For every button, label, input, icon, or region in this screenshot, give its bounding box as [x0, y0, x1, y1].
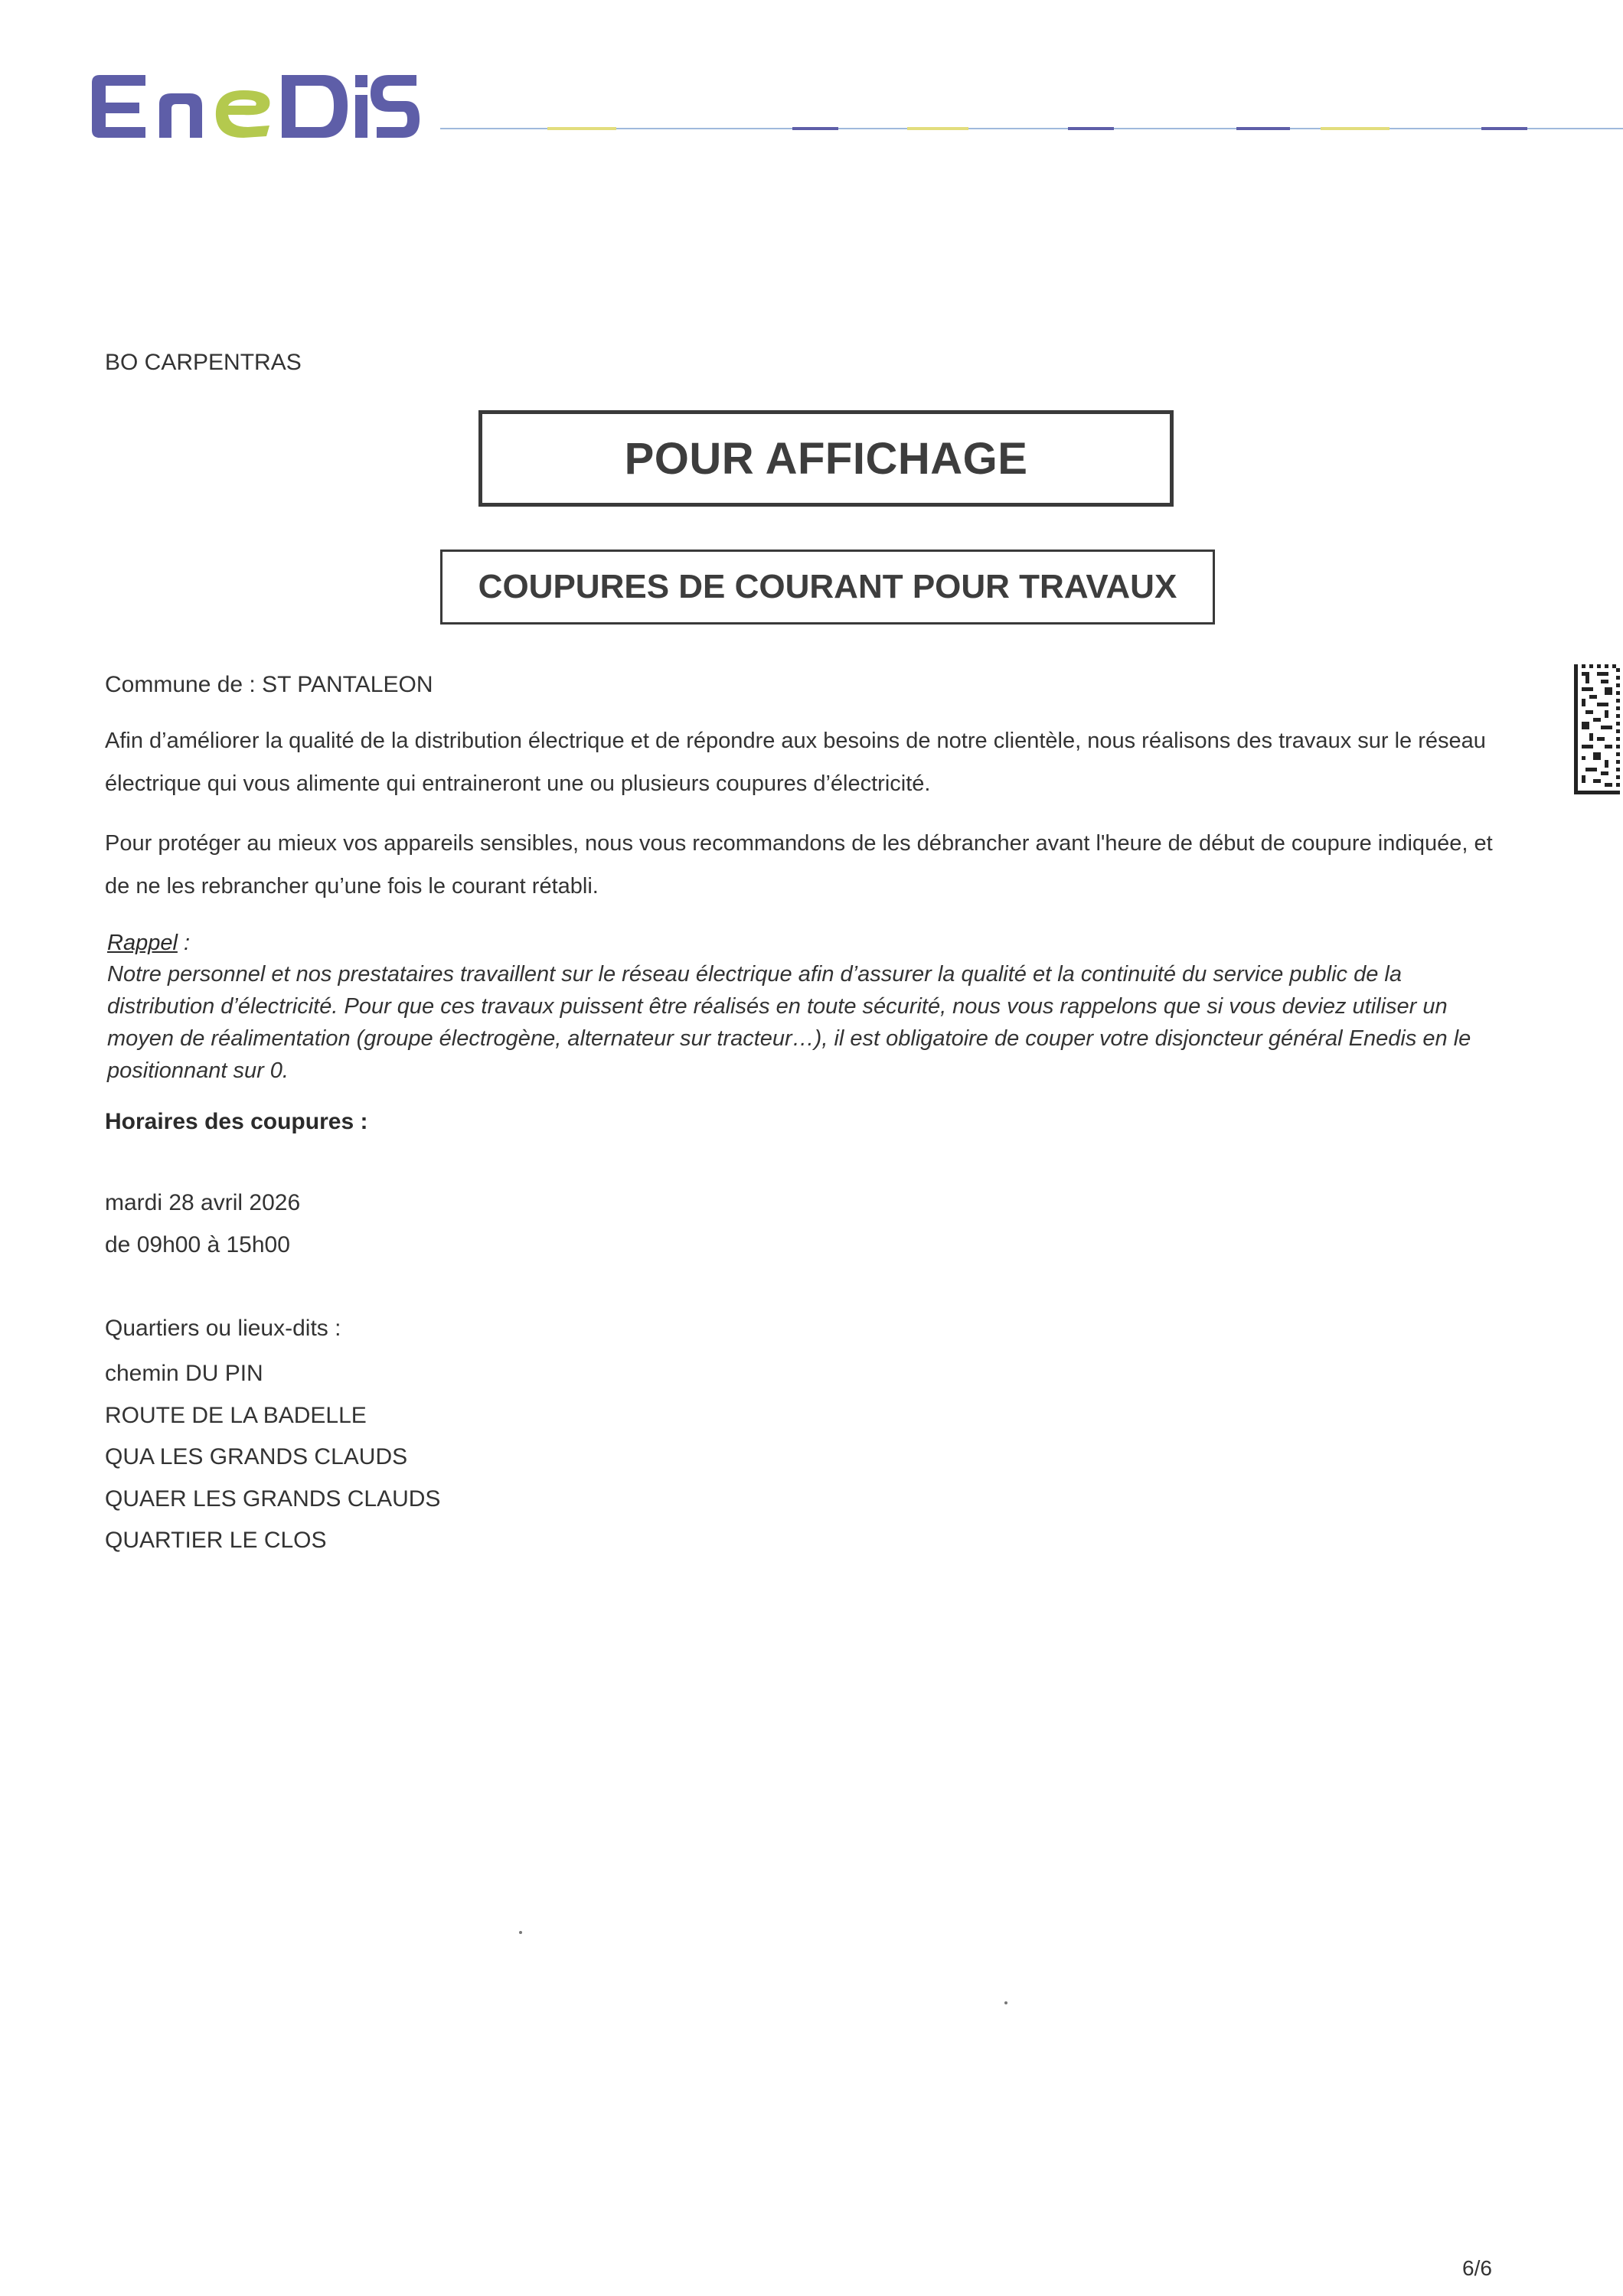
title-box	[478, 410, 1174, 507]
outage-time: de 09h00 à 15h00	[105, 1232, 290, 1257]
outage-date: mardi 28 avril 2026	[105, 1190, 301, 1215]
list-item: QUAER LES GRANDS CLAUDS	[105, 1486, 441, 1512]
enedis-logo	[86, 61, 423, 145]
schedule-heading: Horaires des coupures :	[105, 1109, 368, 1134]
scan-speck	[1004, 2001, 1007, 2004]
advice-paragraph: Pour protéger au mieux vos appareils sensibles, nous vous recommandons de les débrancher avant l'heure de début de coupure indiquée, et de ne les rebrancher qu’une fois le courant rétabli.	[105, 831, 1493, 899]
rappel-colon: :	[177, 931, 191, 955]
subtitle-box	[440, 550, 1215, 625]
commune-line: Commune de : ST PANTALEON	[105, 672, 433, 697]
list-item: QUA LES GRANDS CLAUDS	[105, 1444, 408, 1469]
list-item: QUARTIER LE CLOS	[105, 1528, 327, 1553]
rappel-label: Rappel	[107, 931, 178, 955]
page-number: 6/6	[1462, 2256, 1492, 2280]
scan-speck	[519, 1931, 522, 1934]
places-heading: Quartiers ou lieux-dits :	[105, 1316, 341, 1341]
list-item: chemin DU PIN	[105, 1361, 263, 1386]
rappel-heading	[107, 928, 190, 958]
main-title: POUR AFFICHAGE	[624, 433, 1028, 484]
agency-label: BO CARPENTRAS	[105, 350, 302, 375]
intro-paragraph: Afin d’améliorer la qualité de la distribution électrique et de répondre aux besoins de notre clientèle, nous réalisons des travaux sur le réseau électrique qui vous alimente qui entraineront une ou plusieurs coupures d’électricité.	[105, 729, 1486, 796]
header-rule	[440, 126, 1623, 132]
datamatrix-barcode	[1574, 663, 1620, 796]
rappel-text: Notre personnel et nos prestataires travaillent sur le réseau électrique afin d’assurer la qualité et la continuité du service public de la distribution d’électricité. Pour que ces travaux puissent être réalisés en toute sécurité, nous vous rappelons que si vous deviez utiliser un moyen de réalimentation (groupe électrogène, alternateur sur tracteur…), il est obligatoire de couper votre disjoncteur général Enedis en le positionnant sur 0.	[107, 962, 1471, 1083]
places-list	[105, 1353, 440, 1562]
subtitle: COUPURES DE COURANT POUR TRAVAUX	[478, 568, 1177, 605]
list-item: ROUTE DE LA BADELLE	[105, 1402, 367, 1428]
